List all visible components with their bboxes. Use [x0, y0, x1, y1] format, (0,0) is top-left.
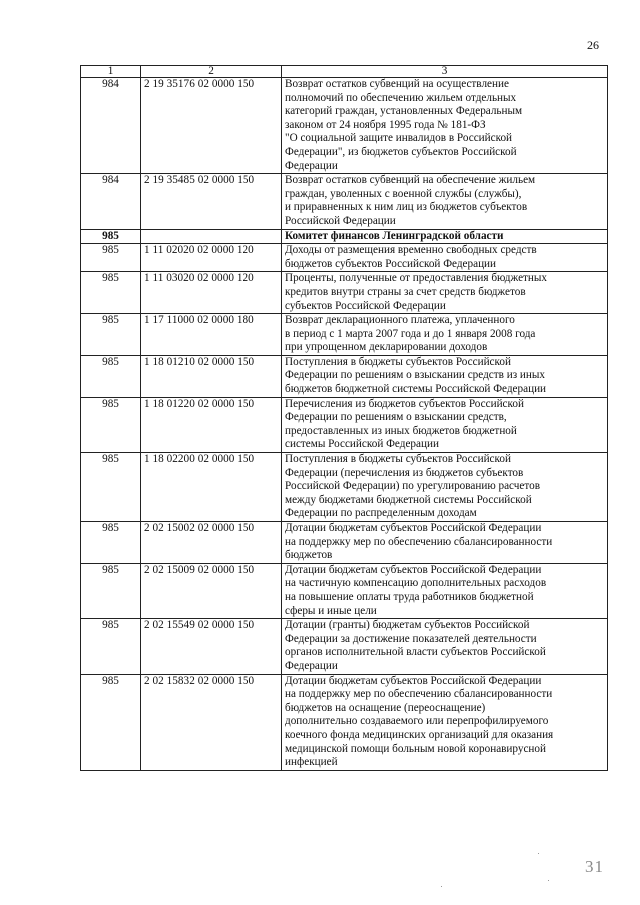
admin-code-cell: 985	[81, 272, 141, 314]
description-cell: Поступления в бюджеты субъектов Российской Федерации (перечисления из бюджетов субъектов Российской Федерации) по урегулированию расчетов между бюджетами бюджетной системы Российской Федерации по распределенным доходам	[282, 453, 608, 522]
description-cell: Комитет финансов Ленинградской области	[282, 229, 608, 244]
budget-code-cell: 1 18 02200 02 0000 150	[141, 453, 282, 522]
admin-code-cell: 985	[81, 355, 141, 397]
budget-code-cell: 1 17 11000 02 0000 180	[141, 314, 282, 356]
admin-code-cell: 985	[81, 244, 141, 272]
admin-code-cell: 985	[81, 229, 141, 244]
table-row	[81, 522, 608, 564]
admin-code-cell: 985	[81, 453, 141, 522]
budget-code-cell: 2 02 15009 02 0000 150	[141, 563, 282, 618]
description-cell: Возврат остатков субвенций на обеспечение жильем граждан, уволенных с военной службы (службы), и приравненных к ним лиц из бюджетов субъектов Российской Федерации	[282, 174, 608, 229]
admin-code-cell: 985	[81, 522, 141, 564]
table-row	[81, 314, 608, 356]
budget-code-cell: 1 18 01220 02 0000 150	[141, 397, 282, 452]
table-row	[81, 355, 608, 397]
table-header-row	[81, 66, 608, 78]
scan-speck	[538, 853, 539, 854]
table-row	[81, 397, 608, 452]
page-number: 26	[587, 38, 599, 52]
description-cell: Дотации бюджетам субъектов Российской Федерации на частичную компенсацию дополнительных расходов на повышение оплаты труда работников бюджетной сферы и иные цели	[282, 563, 608, 618]
column-header-1: 1	[81, 66, 141, 78]
description-cell: Дотации бюджетам субъектов Российской Федерации на поддержку мер по обеспечению сбалансированности бюджетов	[282, 522, 608, 564]
table-row	[81, 453, 608, 522]
table-row	[81, 78, 608, 174]
table-row	[81, 619, 608, 674]
admin-code-cell: 985	[81, 314, 141, 356]
handwritten-sheet-number: 31	[585, 857, 604, 876]
description-cell: Перечисления из бюджетов субъектов Российской Федерации по решениям о взыскании средств, предоставленных из иных бюджетов бюджетной системы Российской Федерации	[282, 397, 608, 452]
scan-speck	[441, 886, 442, 887]
admin-code-cell: 985	[81, 563, 141, 618]
scan-speck	[548, 880, 549, 881]
table-row	[81, 563, 608, 618]
budget-code-cell: 2 19 35176 02 0000 150	[141, 78, 282, 174]
budget-code-cell: 1 18 01210 02 0000 150	[141, 355, 282, 397]
description-cell: Возврат остатков субвенций на осуществление полномочий по обеспечению жильем отдельных категорий граждан, установленных Федеральным законом от 24 ноября 1995 года № 181-ФЗ "О социальной защите инвалидов в Российской Федерации", из бюджетов субъектов Российской Федерации	[282, 78, 608, 174]
description-cell: Проценты, полученные от предоставления бюджетных кредитов внутри страны за счет средств бюджетов субъектов Российской Федерации	[282, 272, 608, 314]
admin-code-cell: 985	[81, 619, 141, 674]
budget-code-cell: 2 02 15832 02 0000 150	[141, 674, 282, 770]
budget-code-cell: 1 11 03020 02 0000 120	[141, 272, 282, 314]
description-cell: Дотации бюджетам субъектов Российской Федерации на поддержку мер по обеспечению сбалансированности бюджетов на оснащение (переоснащение) дополнительно создаваемого или перепрофилируемого коечного фонда медицинских организаций для оказания медицинской помощи больным новой коронавирусной инфекцией	[282, 674, 608, 770]
admin-code-cell: 984	[81, 78, 141, 174]
table-row	[81, 229, 608, 244]
description-cell: Дотации (гранты) бюджетам субъектов Российской Федерации за достижение показателей деятельности органов исполнительной власти субъектов Российской Федерации	[282, 619, 608, 674]
description-cell: Поступления в бюджеты субъектов Российской Федерации по решениям о взыскании средств из иных бюджетов бюджетной системы Российской Федерации	[282, 355, 608, 397]
table-row	[81, 674, 608, 770]
budget-code-cell: 2 02 15549 02 0000 150	[141, 619, 282, 674]
column-header-3: 3	[282, 66, 608, 78]
table-row	[81, 244, 608, 272]
revenue-classification-table	[80, 65, 608, 771]
table-row	[81, 174, 608, 229]
admin-code-cell: 985	[81, 674, 141, 770]
budget-code-cell: 2 02 15002 02 0000 150	[141, 522, 282, 564]
budget-code-cell: 2 19 35485 02 0000 150	[141, 174, 282, 229]
column-header-2: 2	[141, 66, 282, 78]
admin-code-cell: 984	[81, 174, 141, 229]
description-cell: Возврат декларационного платежа, уплаченного в период с 1 марта 2007 года и до 1 января 2008 года при упрощенном декларировании доходов	[282, 314, 608, 356]
admin-code-cell: 985	[81, 397, 141, 452]
description-cell: Доходы от размещения временно свободных средств бюджетов субъектов Российской Федерации	[282, 244, 608, 272]
budget-code-cell: 1 11 02020 02 0000 120	[141, 244, 282, 272]
table-row	[81, 272, 608, 314]
budget-code-cell	[141, 229, 282, 244]
